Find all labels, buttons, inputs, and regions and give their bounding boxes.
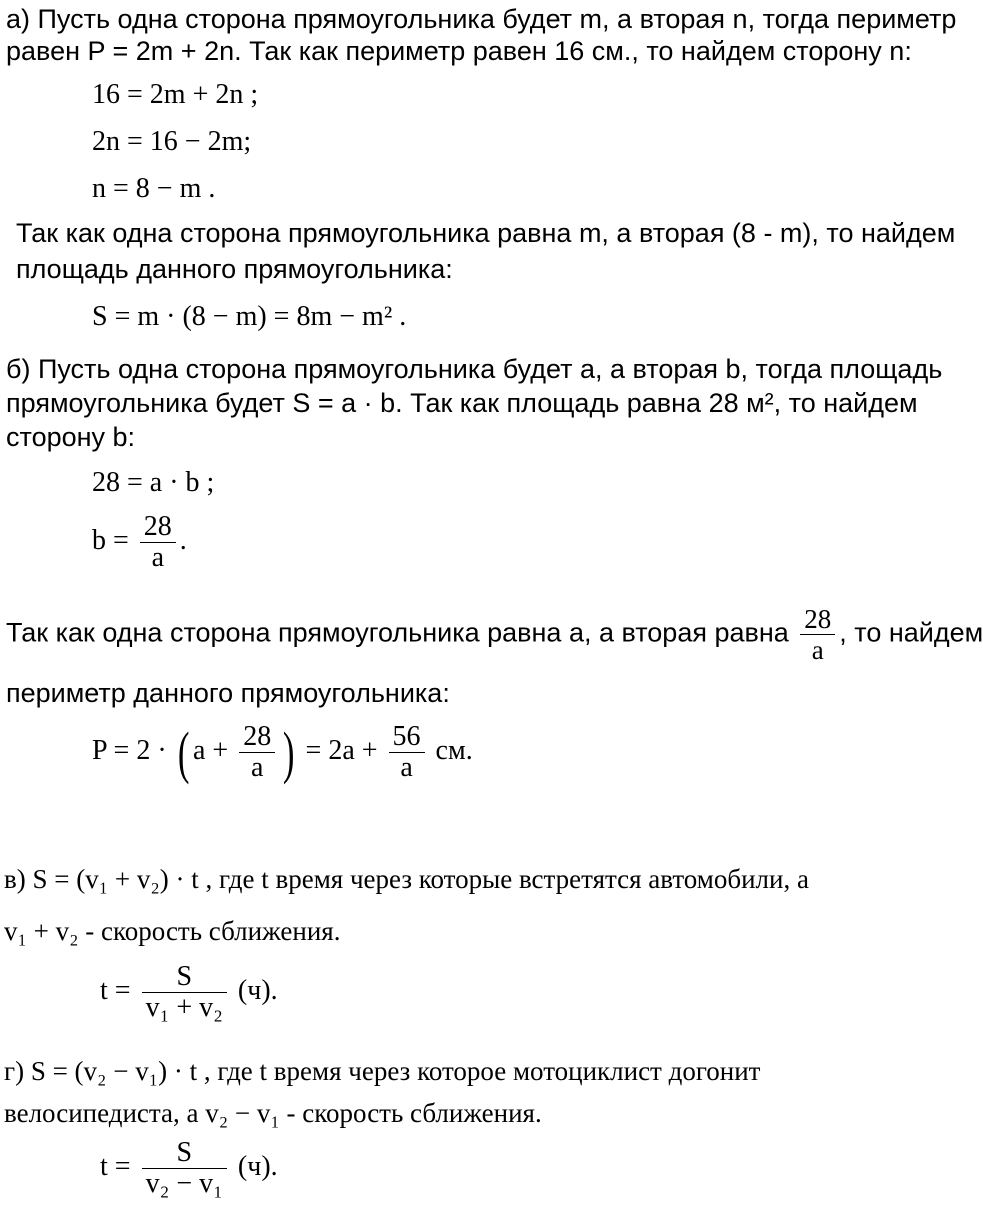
part-b-equation-3: P = 2 · ( a + $\frac{28}{a}$ ) = 2a + $\frac{56}{a}$ см. [92,719,473,785]
part-a-line-1: а) Пусть одна сторона прямоугольника будет m, а вторая n, тогда периметр [6,4,957,34]
part-b-line-2: прямоугольника будет S = a · b. Так как площадь равна 28 м², то найдем [6,388,918,418]
part-a-equation-4: S = m · (8 − m) = 8m − m² . [92,301,407,332]
part-v-line-1: в) S = (v₁ + v₂) · t , где t время через которые встретятся автомобили, а [4,864,809,894]
part-a-equation-3: n = 8 − m . [92,173,216,204]
fraction: $\frac{28}{a}$ [800,604,835,665]
fraction: $\frac{28}{a}$ [140,512,176,573]
part-g-line-1: г) S = (v₂ − v₁) · t , где t время через которое мотоциклист догонит [4,1056,761,1086]
part-g-line-2: велосипедиста, а v₂ − v₁ - скорость сближения. [4,1098,542,1128]
part-a-equation-1: 16 = 2m + 2n ; [92,79,259,110]
fraction: $\frac{56}{a}$ [389,722,425,783]
part-b-equation-1: 28 = a · b ; [92,467,215,498]
part-b-equation-2: b = $\frac{28}{a}$ . [92,511,187,573]
part-b-line-5: периметр данного прямоугольника: [6,678,450,708]
part-a-line-3: Так как одна сторона прямоугольника равна m, а вторая (8 - m), то найдем [16,218,956,248]
part-b-line-4: Так как одна сторона прямоугольника равна a, а вторая равна $\frac{28}{a}$ , то найдем [6,604,983,665]
part-a-line-4: площадь данного прямоугольника: [16,254,453,284]
part-g-equation: t = $\frac{S}{\text{v₂ − v₁}}$ (ч). [100,1137,278,1199]
part-v-equation: t = $\frac{S}{\text{v₁ + v₂}}$ (ч). [100,961,278,1023]
part-b-line-1: б) Пусть одна сторона прямоугольника будет a, а вторая b, тогда площадь [6,354,943,384]
part-b-line-3: сторону b: [6,422,136,452]
part-a-equation-2: 2n = 16 − 2m; [92,126,252,157]
fraction: $\frac{S}{\text{v₂ − v₁}}$ [142,1138,227,1199]
part-v-line-2: v₁ + v₂ - скорость сближения. [4,916,341,946]
fraction: $\frac{S}{\text{v₁ + v₂}}$ [142,962,227,1023]
part-a-line-2: равен P = 2m + 2n. Так как периметр равен 16 см., то найдем сторону n: [6,36,912,66]
fraction: $\frac{28}{a}$ [239,722,275,783]
